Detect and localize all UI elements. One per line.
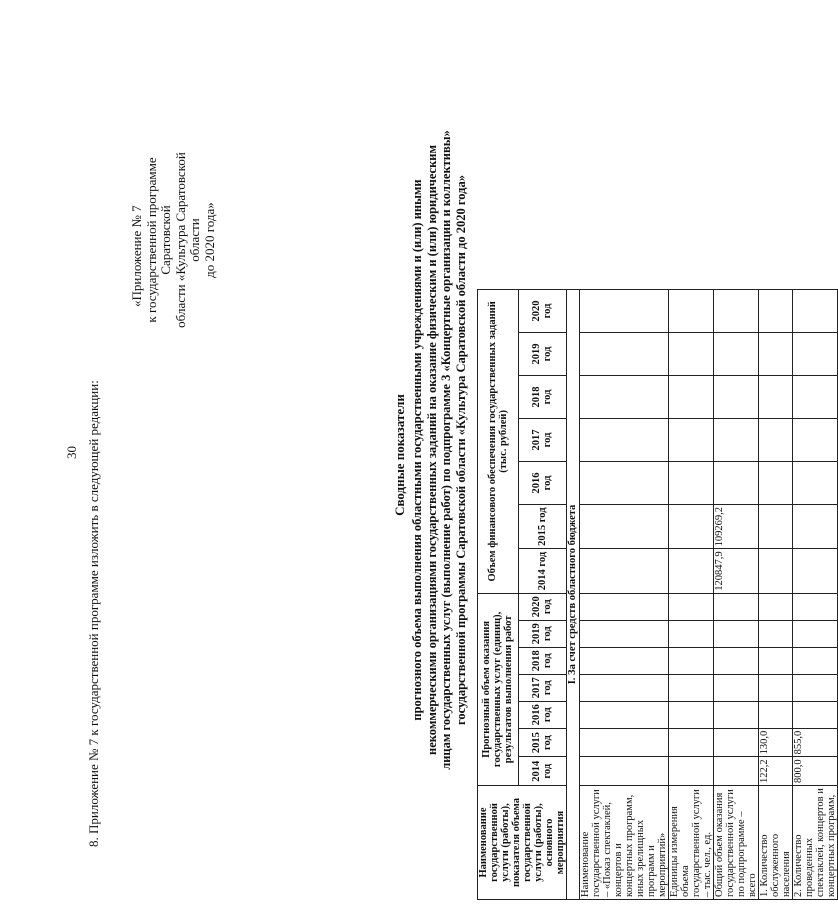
volume-value-cell bbox=[714, 620, 759, 647]
finance-value-cell bbox=[793, 376, 838, 419]
volume-value-cell bbox=[793, 701, 838, 728]
appendix-line: «Приложение № 7 bbox=[129, 205, 144, 307]
header-volume-cell: Прогнозный объем оказания государственных услуг (единиц), результатов выполнения работ bbox=[478, 593, 519, 785]
finance-value-cell bbox=[669, 549, 714, 593]
section-row bbox=[567, 290, 580, 900]
finance-value-cell bbox=[714, 290, 759, 333]
finance-value-cell bbox=[580, 376, 669, 419]
appendix-line: до 2020 года» bbox=[201, 202, 217, 278]
volume-year-header: 2020 год bbox=[518, 593, 566, 620]
finance-value-cell bbox=[793, 505, 838, 549]
table-row bbox=[793, 290, 838, 900]
table-header-row bbox=[478, 290, 519, 900]
volume-value-cell bbox=[669, 620, 714, 647]
volume-value-cell: 855,0 bbox=[793, 728, 838, 757]
finance-year-header: 2014 год bbox=[518, 549, 566, 593]
volume-value-cell bbox=[669, 674, 714, 701]
finance-value-cell bbox=[759, 549, 793, 593]
appendix-block bbox=[130, 135, 217, 345]
volume-value-cell bbox=[580, 647, 669, 674]
finance-value-cell bbox=[669, 290, 714, 333]
row-name-cell: Общий объем оказания государственной услуги по подпрограмме – всего bbox=[714, 786, 759, 900]
volume-year-header: 2016 год bbox=[518, 701, 566, 728]
volume-year-header: 2019 год bbox=[518, 620, 566, 647]
volume-value-cell: 122,2 bbox=[759, 757, 793, 786]
finance-value-cell bbox=[580, 505, 669, 549]
finance-year-header: 2018 год bbox=[518, 376, 566, 419]
finance-value-cell bbox=[759, 333, 793, 376]
finance-value-cell bbox=[714, 462, 759, 505]
volume-year-header: 2017 год bbox=[518, 674, 566, 701]
finance-value-cell bbox=[580, 290, 669, 333]
table-row bbox=[580, 290, 669, 900]
finance-value-cell bbox=[580, 462, 669, 505]
appendix-line: к государственной программе Саратовской bbox=[143, 157, 173, 323]
table-row bbox=[714, 290, 759, 900]
header-finance-cell: Объем финансового обеспечения государственных заданий (тыс. рублей) bbox=[478, 290, 519, 594]
finance-value-cell bbox=[669, 419, 714, 462]
volume-value-cell bbox=[580, 728, 669, 757]
finance-value-cell bbox=[669, 462, 714, 505]
subtitle-line: государственной программы Саратовской области «Культура Саратовской области до 2020 года» bbox=[453, 175, 468, 725]
table-row bbox=[669, 290, 714, 900]
finance-value-cell bbox=[759, 505, 793, 549]
volume-value-cell bbox=[793, 620, 838, 647]
finance-value-cell bbox=[714, 333, 759, 376]
finance-value-cell bbox=[669, 376, 714, 419]
finance-value-cell bbox=[759, 290, 793, 333]
finance-year-header: 2015 год bbox=[518, 505, 566, 549]
page-number: 30 bbox=[64, 446, 79, 459]
intro-paragraph: 8. Приложение № 7 к государственной программе изложить в следующей редакции: bbox=[86, 380, 101, 847]
volume-value-cell bbox=[669, 701, 714, 728]
volume-value-cell bbox=[714, 647, 759, 674]
finance-value-cell bbox=[793, 290, 838, 333]
volume-value-cell bbox=[714, 701, 759, 728]
volume-value-cell bbox=[669, 647, 714, 674]
volume-value-cell bbox=[714, 757, 759, 786]
finance-value-cell: 120847,9 bbox=[714, 549, 759, 593]
volume-value-cell bbox=[714, 593, 759, 620]
document-title: Сводные показатели bbox=[392, 394, 407, 516]
volume-value-cell bbox=[759, 620, 793, 647]
finance-value-cell bbox=[714, 376, 759, 419]
volume-value-cell bbox=[580, 701, 669, 728]
finance-year-header: 2017 год bbox=[518, 419, 566, 462]
volume-value-cell bbox=[793, 593, 838, 620]
row-name-cell: 2. Количество проведенных спектаклей, концертов и концертных программ, bbox=[793, 786, 838, 900]
appendix-line: области «Культура Саратовской области bbox=[172, 152, 202, 328]
row-name-cell: Наименование государственной услуги – «Показ спектаклей, концертов и концертных программ, иных зрелищных программ и мероприятий» bbox=[580, 786, 669, 900]
finance-value-cell bbox=[580, 333, 669, 376]
volume-value-cell bbox=[793, 647, 838, 674]
indicators-table bbox=[477, 289, 838, 900]
volume-value-cell: 130,0 bbox=[759, 728, 793, 757]
volume-value-cell bbox=[793, 674, 838, 701]
finance-value-cell bbox=[759, 462, 793, 505]
finance-value-cell bbox=[793, 419, 838, 462]
volume-year-header: 2014 год bbox=[518, 757, 566, 786]
finance-value-cell bbox=[580, 549, 669, 593]
volume-value-cell bbox=[759, 647, 793, 674]
table-row bbox=[759, 290, 793, 900]
finance-year-header: 2020 год bbox=[518, 290, 566, 333]
row-name-cell: Единицы измерения объема государственной услуги – тыс. чел., ед. bbox=[669, 786, 714, 900]
row-name-cell: 1. Количество обслуженного населения bbox=[759, 786, 793, 900]
header-name-cell: Наименование государственной услуги (работы), показателя объема государственной услуги (работы), основного мероприятия bbox=[478, 786, 567, 900]
section-heading: I. За счет средств областного бюджета bbox=[567, 290, 580, 900]
volume-value-cell bbox=[580, 620, 669, 647]
finance-value-cell bbox=[714, 419, 759, 462]
document-subtitle bbox=[410, 55, 468, 845]
finance-value-cell: 109269,2 bbox=[714, 505, 759, 549]
volume-value-cell bbox=[759, 593, 793, 620]
finance-value-cell bbox=[759, 419, 793, 462]
finance-value-cell bbox=[759, 376, 793, 419]
finance-year-header: 2019 год bbox=[518, 333, 566, 376]
finance-value-cell bbox=[793, 462, 838, 505]
volume-value-cell: 800,0 bbox=[793, 757, 838, 786]
volume-year-header: 2015 год bbox=[518, 728, 566, 757]
volume-value-cell bbox=[580, 593, 669, 620]
volume-value-cell bbox=[759, 674, 793, 701]
volume-value-cell bbox=[714, 674, 759, 701]
subtitle-line: лицам государственных услуг (выполнение работ) по подпрограмме 3 «Концертные организации и коллективы» bbox=[439, 130, 453, 770]
volume-value-cell bbox=[669, 728, 714, 757]
finance-value-cell bbox=[669, 333, 714, 376]
volume-year-header: 2018 год bbox=[518, 647, 566, 674]
volume-value-cell bbox=[759, 701, 793, 728]
subtitle-line: прогнозного объема выполнения областными государственными учреждениями и (или) иными bbox=[410, 179, 424, 721]
volume-value-cell bbox=[669, 757, 714, 786]
subtitle-line: некоммерческими организациями государственных заданий на оказание физическим и (или) юридическим bbox=[424, 145, 439, 755]
finance-value-cell bbox=[793, 333, 838, 376]
volume-value-cell bbox=[669, 593, 714, 620]
finance-value-cell bbox=[793, 549, 838, 593]
volume-value-cell bbox=[580, 674, 669, 701]
finance-year-header: 2016 год bbox=[518, 462, 566, 505]
volume-value-cell bbox=[714, 728, 759, 757]
finance-value-cell bbox=[580, 419, 669, 462]
finance-value-cell bbox=[669, 505, 714, 549]
volume-value-cell bbox=[580, 757, 669, 786]
